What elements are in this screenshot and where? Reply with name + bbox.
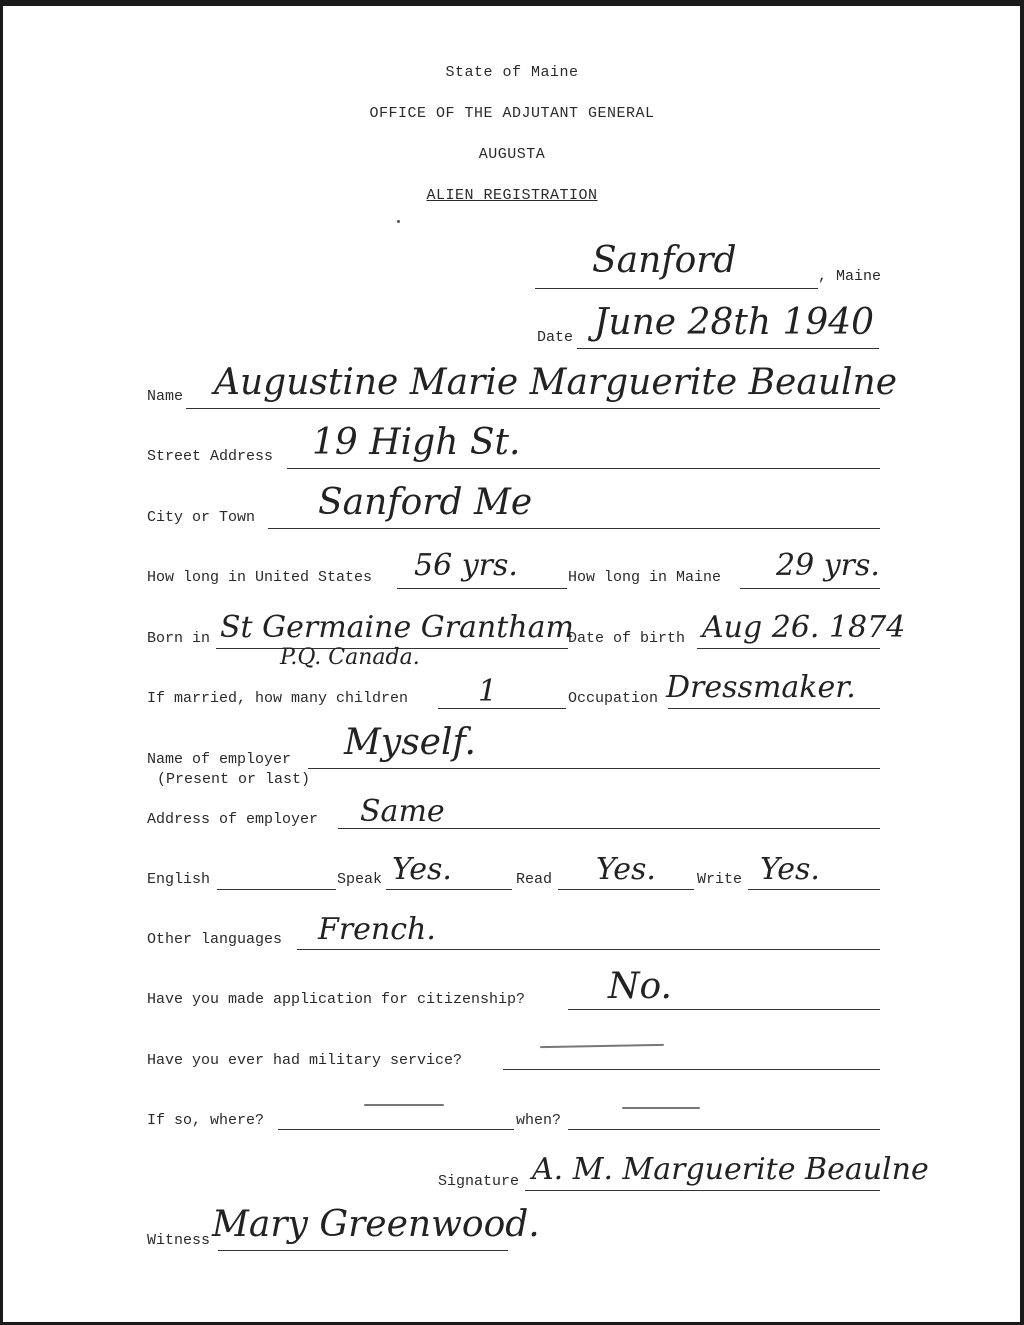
how-long-maine-label: How long in Maine bbox=[568, 569, 722, 586]
date-of-birth-label: Date of birth bbox=[568, 630, 686, 647]
citizenship-label: Have you made application for citizenship? bbox=[147, 991, 526, 1008]
military-line bbox=[503, 1069, 880, 1070]
occupation-value: Dressmaker. bbox=[666, 670, 856, 705]
place-value: Sanford bbox=[592, 240, 737, 281]
how-long-us-value: 56 yrs. bbox=[414, 548, 518, 583]
write-line bbox=[748, 889, 880, 890]
speak-line bbox=[386, 889, 512, 890]
city-label: City or Town bbox=[147, 509, 256, 526]
employer-address-value: Same bbox=[360, 794, 445, 829]
children-label: If married, how many children bbox=[147, 690, 409, 707]
occupation-line bbox=[668, 708, 880, 709]
date-value: June 28th 1940 bbox=[594, 302, 875, 343]
witness-label: Witness bbox=[147, 1232, 211, 1249]
header-title: ALIEN REGISTRATION bbox=[426, 187, 598, 204]
employer-sublabel: (Present or last) bbox=[157, 771, 311, 788]
when-dash-mark bbox=[622, 1107, 700, 1109]
how-long-us-label: How long in United States bbox=[147, 569, 373, 586]
scan-border-top bbox=[0, 0, 1024, 6]
how-long-maine-line bbox=[740, 588, 880, 589]
employer-address-label: Address of employer bbox=[147, 811, 319, 828]
born-in-value: St Germaine Grantham bbox=[220, 610, 574, 645]
date-label: Date bbox=[537, 329, 574, 346]
date-of-birth-value: Aug 26. 1874 bbox=[702, 610, 906, 645]
military-label: Have you ever had military service? bbox=[147, 1052, 463, 1069]
read-label: Read bbox=[516, 871, 553, 888]
city-value: Sanford Me bbox=[318, 482, 533, 523]
signature-line bbox=[525, 1190, 880, 1191]
citizenship-value: No. bbox=[608, 966, 672, 1007]
how-long-maine-value: 29 yrs. bbox=[776, 548, 880, 583]
other-languages-line bbox=[297, 949, 880, 950]
street-value: 19 High St. bbox=[312, 422, 521, 463]
place-line bbox=[535, 288, 818, 289]
where-line bbox=[278, 1129, 514, 1130]
where-label: If so, where? bbox=[147, 1112, 265, 1129]
write-label: Write bbox=[697, 871, 743, 888]
name-value: Augustine Marie Marguerite Beaulne bbox=[214, 362, 898, 403]
when-label: when? bbox=[516, 1112, 562, 1129]
born-in-value-line2: P.Q. Canada. bbox=[280, 645, 420, 670]
header-city: AUGUSTA bbox=[478, 146, 546, 163]
occupation-label: Occupation bbox=[568, 690, 659, 707]
date-line bbox=[577, 348, 879, 349]
street-line bbox=[287, 468, 880, 469]
english-line bbox=[217, 889, 336, 890]
read-line bbox=[558, 889, 694, 890]
header-state: State of Maine bbox=[445, 64, 579, 81]
name-line bbox=[186, 408, 880, 409]
english-label: English bbox=[147, 871, 211, 888]
military-dash-mark bbox=[540, 1044, 664, 1048]
header-office: OFFICE OF THE ADJUTANT GENERAL bbox=[369, 105, 655, 122]
other-languages-label: Other languages bbox=[147, 931, 283, 948]
where-dash-mark bbox=[364, 1104, 444, 1106]
employer-label: Name of employer bbox=[147, 751, 292, 768]
children-value: 1 bbox=[478, 674, 498, 709]
how-long-us-line bbox=[397, 588, 567, 589]
other-languages-value: French. bbox=[318, 912, 436, 947]
employer-line bbox=[308, 768, 880, 769]
citizenship-line bbox=[568, 1009, 880, 1010]
born-in-label: Born in bbox=[147, 630, 211, 647]
write-value: Yes. bbox=[760, 852, 820, 887]
signature-label: Signature bbox=[438, 1173, 520, 1190]
witness-line bbox=[218, 1250, 508, 1251]
name-label: Name bbox=[147, 388, 184, 405]
signature-value: A. M. Marguerite Beaulne bbox=[532, 1152, 929, 1187]
speck bbox=[397, 220, 400, 223]
read-value: Yes. bbox=[596, 852, 656, 887]
speak-label: Speak bbox=[337, 871, 383, 888]
date-of-birth-line bbox=[697, 648, 880, 649]
place-suffix: , Maine bbox=[818, 268, 882, 285]
speak-value: Yes. bbox=[392, 852, 452, 887]
witness-value: Mary Greenwood. bbox=[212, 1204, 540, 1245]
when-line bbox=[568, 1129, 880, 1130]
city-line bbox=[268, 528, 880, 529]
children-line bbox=[438, 708, 566, 709]
employer-value: Myself. bbox=[344, 722, 476, 763]
street-label: Street Address bbox=[147, 448, 274, 465]
